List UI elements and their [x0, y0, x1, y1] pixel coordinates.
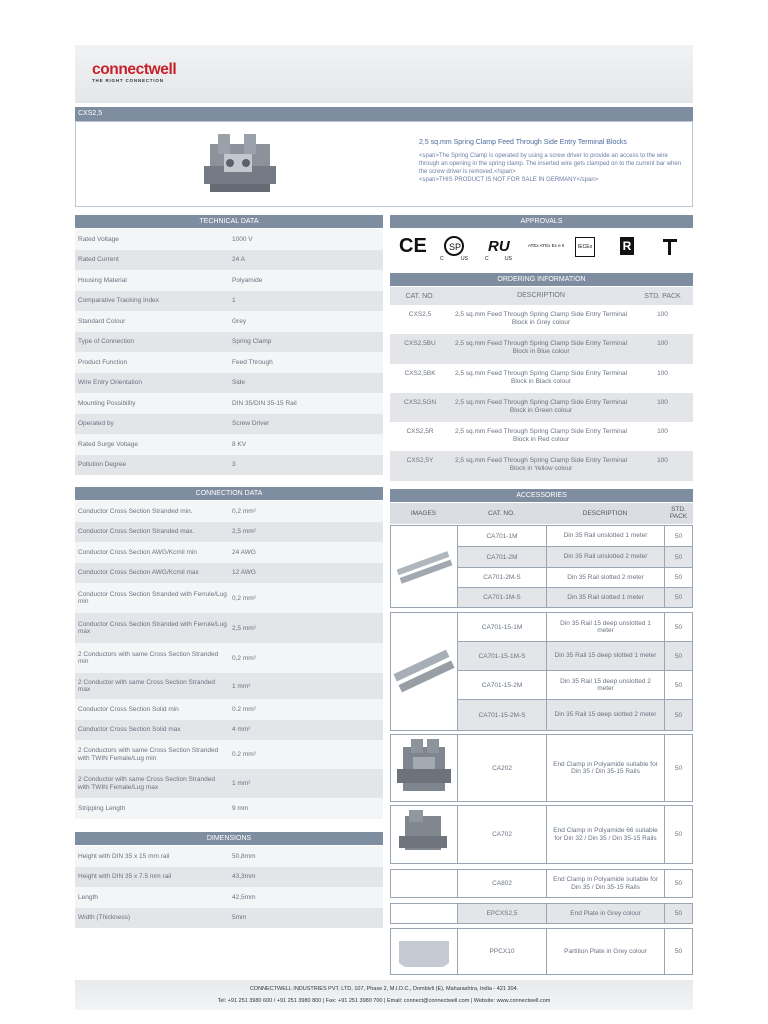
std-pack: 50 [674, 574, 683, 581]
end-plate-image [391, 904, 458, 923]
row-value: 3 [232, 461, 236, 469]
table-row [75, 867, 383, 888]
cat-no: CA701-15-1M [458, 613, 547, 641]
table-row [75, 673, 383, 699]
din-rail-icon [391, 526, 457, 607]
table-row [75, 613, 383, 643]
csa-us-icon [440, 235, 472, 261]
logo-tagline: THE RIGHT CONNECTION [92, 78, 164, 83]
std-pack: 100 [657, 398, 668, 406]
std-pack: 50 [674, 623, 683, 631]
row-key: 2 Conductor with same Cross Section Stranded with TWIN Female/Lug max [78, 776, 215, 791]
description: Din 35 Rail 15 deep slotted 2 meter [547, 700, 665, 730]
std-pack: 100 [657, 311, 668, 318]
din-rail-image [391, 526, 458, 607]
row-key: Standard Colour [78, 317, 126, 325]
table-row [75, 229, 383, 250]
std-pack: 50 [674, 764, 683, 772]
dimensions-heading: DIMENSIONS [75, 832, 383, 845]
row-key: Length [78, 893, 98, 901]
ordering-header-row [390, 287, 693, 305]
row-key: Housing Material [78, 276, 127, 284]
table-row [390, 422, 693, 451]
cat-no: CA701-2M [458, 547, 547, 567]
row-key: Pollution Degree [78, 461, 127, 468]
accessory-group-din-rail-15 [390, 612, 693, 731]
row-key: Height with DIN 35 x 15 mm rail [78, 852, 170, 860]
col-header-std-pack: STD. PACK [669, 506, 688, 520]
description: Din 35 Rail slotted 1 meter [547, 588, 665, 607]
table-row [75, 332, 383, 353]
std-pack: 100 [657, 428, 668, 436]
end-clamp-66-icon [391, 806, 457, 863]
nm-cert-icon [661, 237, 679, 257]
table-row [75, 373, 383, 394]
row-value: Grey [232, 317, 247, 325]
row-value: Polyamide [232, 276, 263, 284]
table-row [458, 588, 692, 607]
table-row [75, 501, 383, 522]
row-key: Conductor Cross Section Stranded with Ferrule/Lug max [78, 620, 227, 635]
row-key: 2 Conductor with same Cross Section Stranded max [78, 678, 215, 693]
description: 2,5 sq.mm Feed Through Spring Clamp Side Entry Terminal Block in Green colour [454, 398, 628, 414]
svg-text:US: US [505, 256, 512, 261]
svg-text:RU: RU [488, 238, 510, 255]
table-row [458, 642, 692, 671]
cat-no: CXS2,5GN [403, 398, 437, 406]
table-row [390, 393, 693, 422]
row-key: 2 Conductors with same Cross Section Stranded with TWIN Female/Lug min [78, 747, 219, 762]
footer-contact: Tel: +91 251 3980 600 / +91 251 3980 800 | Fax: +91 251 3980 700 | Email: connect@connectwell.com | Website: www.connectwell.com [217, 998, 551, 1004]
row-key: Width (Thickness) [78, 914, 131, 921]
product-description [419, 152, 689, 184]
connection-data-table [75, 501, 383, 819]
row-key: Rated Surge Voltage [78, 440, 138, 448]
description: Din 35 Rail unslotted 1 meter [547, 526, 665, 546]
description: Din 35 Rail 15 deep slotted 1 meter [547, 642, 665, 670]
description: Partition Plate in Grey colour [547, 929, 665, 974]
row-value: DIN 35/DIN 35-15 Rail [232, 399, 297, 407]
end-clamp-icon [391, 735, 457, 801]
table-row [75, 455, 383, 476]
accessory-group-din-rail [390, 525, 693, 608]
row-value: Screw Driver [232, 420, 270, 428]
std-pack: 50 [674, 880, 683, 887]
table-row [75, 291, 383, 312]
row-value: 1 mm² [232, 780, 251, 787]
row-key: Mounting Possibility [78, 399, 136, 407]
col-header-description: DESCRIPTION [517, 292, 565, 299]
row-value: 43,3mm [232, 873, 256, 881]
table-row [75, 643, 383, 673]
row-value: 1000 V [232, 235, 253, 243]
cat-no: CA701-15-1M-S [458, 642, 547, 670]
table-row [390, 305, 693, 334]
cat-no: EPCXS2,5 [458, 904, 547, 923]
row-value: 1 [232, 297, 236, 305]
row-key: Rated Current [78, 256, 119, 263]
cat-no: CXS2,5R [406, 428, 434, 436]
cat-no: CA202 [458, 735, 547, 801]
description: Din 35 Rail unslotted 2 meter [547, 547, 665, 567]
row-value: 24 AWG [232, 548, 256, 556]
row-value: Spring Clamp [232, 338, 272, 346]
table-row [75, 414, 383, 435]
table-row [458, 526, 692, 547]
description: 2,5 sq.mm Feed Through Spring Clamp Side Entry Terminal Block in Black colour [454, 369, 628, 385]
table-row [75, 352, 383, 373]
row-key: Conductor Cross Section Solid min [78, 705, 179, 713]
std-pack: 50 [674, 681, 683, 689]
description: 2,5 sq.mm Feed Through Spring Clamp Side Entry Terminal Block in Blue colour [454, 340, 628, 356]
cat-no: CXS2,5Y [406, 457, 434, 465]
row-key: 2 Conductors with same Cross Section Stranded min [78, 650, 219, 665]
row-value: 9 mm [232, 804, 249, 812]
end-clamp-ca202-image [391, 735, 458, 801]
table-row [75, 846, 383, 867]
page-header [75, 45, 693, 103]
row-value: 24 A [232, 256, 246, 264]
std-pack: 50 [674, 831, 683, 838]
row-key: Conductor Cross Section Stranded max. [78, 528, 195, 535]
terminal-block-image [200, 126, 280, 202]
din-rail-15-icon [391, 613, 457, 730]
page-footer [75, 980, 693, 1010]
cat-no: CA701-1M [458, 526, 547, 546]
std-pack: 50 [674, 711, 683, 719]
product-desc-line: <span>THIS PRODUCT IS NOT FOR SALE IN GERMANY</span> [419, 177, 599, 183]
row-key: Conductor Cross Section Stranded with Ferrule/Lug min [78, 590, 227, 605]
table-row [75, 270, 383, 291]
table-row [458, 547, 692, 568]
table-row [75, 563, 383, 584]
product-desc-line: <span>The Spring Clamp is operated by using a screw driver to provide an access to the wire through an opening in the spring clamp. The inserted wire gets clamped on to the current bar when the screw driver is removed.</span> [419, 153, 682, 175]
cat-no: CA701-15-2M-S [458, 700, 547, 730]
description: 2,5 sq.mm Feed Through Spring Clamp Side Entry Terminal Block in Grey colour [454, 311, 628, 326]
description: 2,5 sq.mm Feed Through Spring Clamp Side Entry Terminal Block in Yellow colour [454, 457, 628, 473]
technical-data-heading: TECHNICAL DATA [75, 215, 383, 228]
product-title: 2,5 sq.mm Spring Clamp Feed Through Side Entry Terminal Blocks [419, 139, 627, 146]
col-header-images: IMAGES [410, 510, 437, 517]
description: End Clamp in Polyamide suitable for Din 35 / Din 35-15 Rails [547, 735, 665, 801]
table-row [75, 434, 383, 455]
table-row [75, 311, 383, 332]
std-pack: 50 [674, 594, 683, 601]
row-key: Type of Connection [78, 338, 135, 345]
technical-data-table [75, 229, 383, 475]
table-row [458, 613, 692, 642]
table-row [458, 735, 692, 801]
row-value: 50,8mm [232, 852, 256, 860]
row-key: Rated Voltage [78, 235, 119, 243]
accessories-header-row [390, 503, 693, 524]
svg-text:C: C [440, 256, 444, 261]
row-value: Side [232, 379, 246, 387]
russia-cert-icon: R [620, 237, 634, 255]
cat-no: CXS2,5BK [404, 369, 436, 377]
row-value: 0,2 mm² [232, 507, 256, 515]
description: End Plate in Grey colour [547, 904, 665, 923]
svg-text:SP: SP [449, 242, 462, 252]
accessory-group-partition-plate [390, 928, 693, 975]
description: End Clamp in Polyamide suitable for Din 35 / Din 35-15 Rails [547, 870, 665, 897]
row-key: Conductor Cross Section AWG/Kcmil min [78, 548, 197, 556]
row-key: Height with DIN 35 x 7.5 mm rail [78, 873, 172, 880]
ce-mark-icon: CE [399, 235, 427, 257]
row-value: 0,2 mm² [232, 594, 256, 602]
table-row [458, 870, 692, 897]
cat-no: CXS2,5 [408, 311, 432, 318]
table-row [458, 700, 692, 730]
row-key: Wire Entry Orientation [78, 379, 142, 386]
din-rail-15-image [391, 613, 458, 730]
std-pack: 50 [674, 532, 683, 540]
table-row [75, 522, 383, 543]
end-clamp-ca702-image [391, 806, 458, 863]
accessories-heading: ACCESSORIES [390, 489, 693, 502]
std-pack: 100 [657, 369, 668, 377]
approvals-logos [390, 229, 693, 269]
accessory-group-ca202 [390, 734, 693, 802]
row-value: 2,5 mm² [232, 528, 256, 536]
std-pack: 50 [674, 910, 683, 917]
table-row [75, 583, 383, 613]
std-pack: 50 [674, 553, 683, 561]
partition-plate-image [391, 929, 458, 974]
std-pack: 100 [657, 340, 668, 348]
col-header-cat-no: CAT. NO. [405, 292, 435, 300]
svg-text:C: C [485, 256, 489, 261]
cat-no: CA701-1M-S [458, 588, 547, 607]
cat-no: PPCX10 [458, 929, 547, 974]
description: Din 35 Rail slotted 2 meter [547, 568, 665, 587]
col-header-std-pack: STD. PACK [644, 292, 681, 300]
table-row [75, 769, 383, 798]
table-row [390, 334, 693, 363]
svg-text:US: US [461, 256, 468, 261]
approvals-heading: APPROVALS [390, 215, 693, 228]
row-value: Feed Through [232, 358, 273, 366]
row-value: 2,5 mm² [232, 624, 256, 632]
product-summary [75, 121, 693, 207]
row-key: Conductor Cross Section Solid max [78, 726, 181, 733]
row-value: 8 KV [232, 440, 247, 448]
description: End Clamp in Polyamide 66 suitable for Din 32 / Din 35 / Din 35-15 Rails [547, 806, 665, 863]
end-clamp-ca802-image [391, 870, 458, 897]
logo-text: connectwell [92, 61, 177, 78]
table-row [390, 451, 693, 480]
partition-plate-icon [391, 929, 457, 974]
accessory-group-ca802 [390, 869, 693, 898]
table-row [75, 542, 383, 563]
cat-no: CA701-2M-S [458, 568, 547, 587]
accessory-group-end-plate [390, 903, 693, 924]
product-model-bar: CXS2,5 [75, 107, 693, 121]
cat-no: CXS2,5BU [404, 340, 436, 348]
std-pack: 50 [674, 652, 683, 660]
table-row [75, 699, 383, 720]
table-row [390, 364, 693, 393]
row-value: 0.2 mm² [232, 705, 256, 713]
row-value: 0,2 mm² [232, 654, 256, 662]
table-row [458, 806, 692, 863]
description: Din 35 Rail 15 deep unslotted 2 meter [547, 671, 665, 699]
row-key: Operated by [78, 420, 114, 427]
description: Din 35 Rail 15 deep unslotted 1 meter [547, 613, 665, 641]
atex-label: ATEx ATEx Ex e II [528, 243, 565, 248]
dimensions-table [75, 846, 383, 928]
cat-no: CA802 [458, 870, 547, 897]
row-key: Comparative Tracking Index [78, 297, 159, 304]
description: 2,5 sq.mm Feed Through Spring Clamp Side Entry Terminal Block in Red colour [454, 428, 628, 444]
accessory-group-ca702 [390, 805, 693, 864]
col-header-cat-no: CAT. NO. [488, 510, 515, 517]
ordering-table [390, 305, 693, 481]
col-header-description: DESCRIPTION [582, 510, 628, 517]
table-row [458, 671, 692, 700]
row-value: 1 mm² [232, 682, 251, 690]
row-value: 4 mm² [232, 726, 251, 734]
row-key: Stripping Length [78, 804, 126, 812]
row-value: 12 AWG [232, 569, 256, 577]
ur-mark-icon [485, 235, 515, 261]
row-key: Conductor Cross Section Stranded min. [78, 507, 193, 515]
connectwell-logo [92, 62, 176, 83]
table-row [458, 929, 692, 974]
connection-data-heading: CONNECTION DATA [75, 487, 383, 500]
cat-no: CA702 [458, 806, 547, 863]
iecex-icon: IECEx [575, 237, 595, 257]
row-value: 5mm [232, 914, 247, 922]
table-row [75, 250, 383, 271]
row-key: Conductor Cross Section AWG/Kcmil max [78, 569, 199, 576]
cat-no: CA701-15-2M [458, 671, 547, 699]
footer-address: CONNECTWELL INDUSTRIES PVT. LTD, 107, Phase 2, M.I.D.C., Dombivli (E), Maharashtra, India - 421 204. [249, 986, 519, 992]
table-row [75, 798, 383, 819]
table-row [75, 908, 383, 929]
row-value: 42,5mm [232, 893, 256, 901]
table-row [75, 720, 383, 741]
table-row [75, 887, 383, 908]
ordering-info-heading: ORDERING INFORMATION [390, 273, 693, 286]
std-pack: 50 [674, 948, 683, 955]
table-row [75, 393, 383, 414]
table-row [75, 740, 383, 769]
table-row [458, 568, 692, 588]
table-row [458, 904, 692, 923]
std-pack: 100 [657, 457, 668, 465]
row-value: 0.2 mm² [232, 751, 256, 758]
row-key: Product Function [78, 358, 128, 366]
